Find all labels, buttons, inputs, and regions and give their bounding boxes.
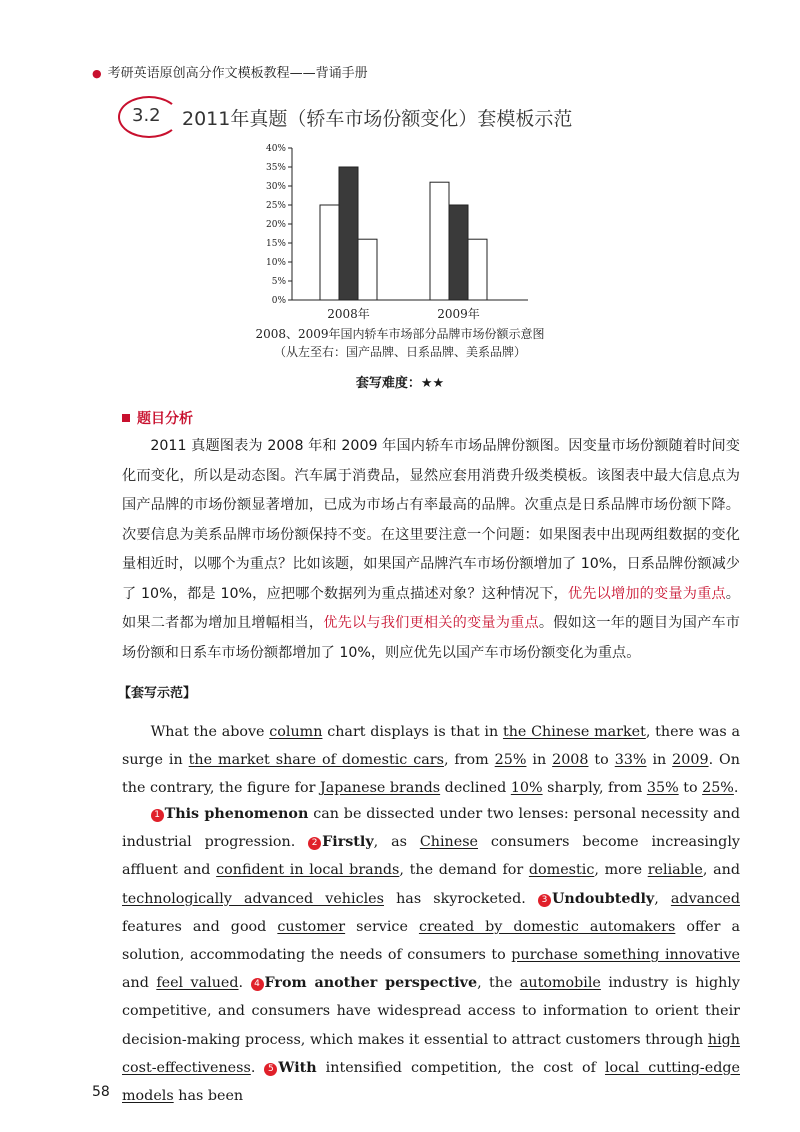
analysis-text-2: 。如果二者都为增加且增幅相当， <box>122 585 740 631</box>
y-tick-label: 20% <box>265 220 286 230</box>
step-number-badge: 3 <box>538 894 551 907</box>
difficulty-rating <box>0 372 800 391</box>
y-tick-label: 10% <box>265 258 286 268</box>
running-header <box>92 62 368 81</box>
demo-heading: 【套写示范】 <box>118 686 197 701</box>
y-tick-label: 30% <box>265 182 286 192</box>
x-tick-label: 2008年 <box>327 307 370 321</box>
analysis-heading <box>122 408 193 428</box>
section-number: 3.2 <box>132 105 161 126</box>
essay-paragraph-2: 1 This phenomenon can be dissected under two lenses: personal necessity and industrial progression. 2 Firstly, as Chinese consumers become increasingly affluent and confident in local brands, the demand for domestic, more reliable, and technologically advanced vehicles has skyrocketed. 3 Undoubtedly, advanced features and good customer service created by domestic automakers offer a solution, accommodating the needs of consumers to purchase something innovative and feel valued. 4 From another perspective, the automobile industry is highly competitive, and consumers have widespread access to information to orient their decision-making process, which makes it essential to attract customers through high cost-effectiveness. 5 With intensified competition, the cost of local cutting-edge models has been <box>122 806 741 1105</box>
y-tick-label: 5% <box>271 277 286 287</box>
difficulty-label: 套写难度： <box>355 376 421 391</box>
analysis-text-1: 2011 真题图表为 2008 年和 2009 年国内轿车市场品牌份额图。因变量市场份额随着时间变化而变化，所以是动态图。汽车属于消费品，显然应套用消费升级类模板。该图表中最大信息点为国产品牌的市场份额显著增加，已成为市场占有率最高的品牌。次重点是日系品牌市场份额下降。次要信息为美系品牌市场份额保持不变。在这里要注意一个问题：如果图表中出现两组数据的变化量相近时，以哪个为重点？比如该题，如果国产品牌汽车市场份额增加了 10%，日系品牌份额减少了 10%，都是 10%，应把哪个数据列为重点描述对象？这种情况下， <box>122 438 740 602</box>
chart-subtitle: （从左至右：国产品牌、日系品牌、美系品牌） <box>273 345 526 359</box>
y-tick-label: 15% <box>265 239 286 249</box>
step-number-badge: 1 <box>151 809 164 822</box>
section-title-text: 2011年真题（轿车市场份额变化）套模板示范 <box>182 108 573 130</box>
step-number-badge: 2 <box>308 837 321 850</box>
bar-chart <box>258 140 538 325</box>
analysis-highlight-1: 优先以增加的变量为重点 <box>567 585 726 602</box>
bar-日系品牌 <box>339 167 358 300</box>
y-tick-label: 0% <box>271 296 286 306</box>
analysis-paragraph <box>122 432 740 668</box>
page-number: 58 <box>92 1084 110 1100</box>
essay-paragraph-1: What the above column chart displays is that in the Chinese market, there was a surge in the market share of domestic cars, from 25% in 2008 to 33% in 2009. On the contrary, the figure for Japanese brands declined 10% sharply, from 35% to 25%. <box>122 724 741 797</box>
bullet-dot-icon: ● <box>92 67 102 80</box>
analysis-highlight-2: 优先以与我们更相关的变量为重点 <box>323 615 539 631</box>
bar-国产品牌 <box>320 205 339 300</box>
analysis-text-3: 。假如这一年的题目为国产车市场份额和日系车市场份额都增加了 10%，则应优先以国产车市场份额变化为重点。 <box>122 615 740 661</box>
running-title: 考研英语原创高分作文模板教程——背诵手册 <box>107 66 368 81</box>
step-number-badge: 4 <box>251 978 264 991</box>
chart-title: 2008、2009年国内轿车市场部分品牌市场份额示意图 <box>255 327 545 341</box>
y-tick-label: 40% <box>265 144 286 154</box>
x-tick-label: 2009年 <box>437 307 480 321</box>
difficulty-stars: ★★ <box>420 376 445 391</box>
bar-日系品牌 <box>449 205 468 300</box>
bar-美系品牌 <box>468 239 487 300</box>
analysis-heading-text: 题目分析 <box>137 411 193 427</box>
square-bullet-icon <box>122 414 130 422</box>
y-tick-label: 25% <box>265 201 286 211</box>
bar-美系品牌 <box>358 239 377 300</box>
y-tick-label: 35% <box>265 163 286 173</box>
step-number-badge: 5 <box>264 1063 277 1076</box>
bar-国产品牌 <box>430 182 449 300</box>
